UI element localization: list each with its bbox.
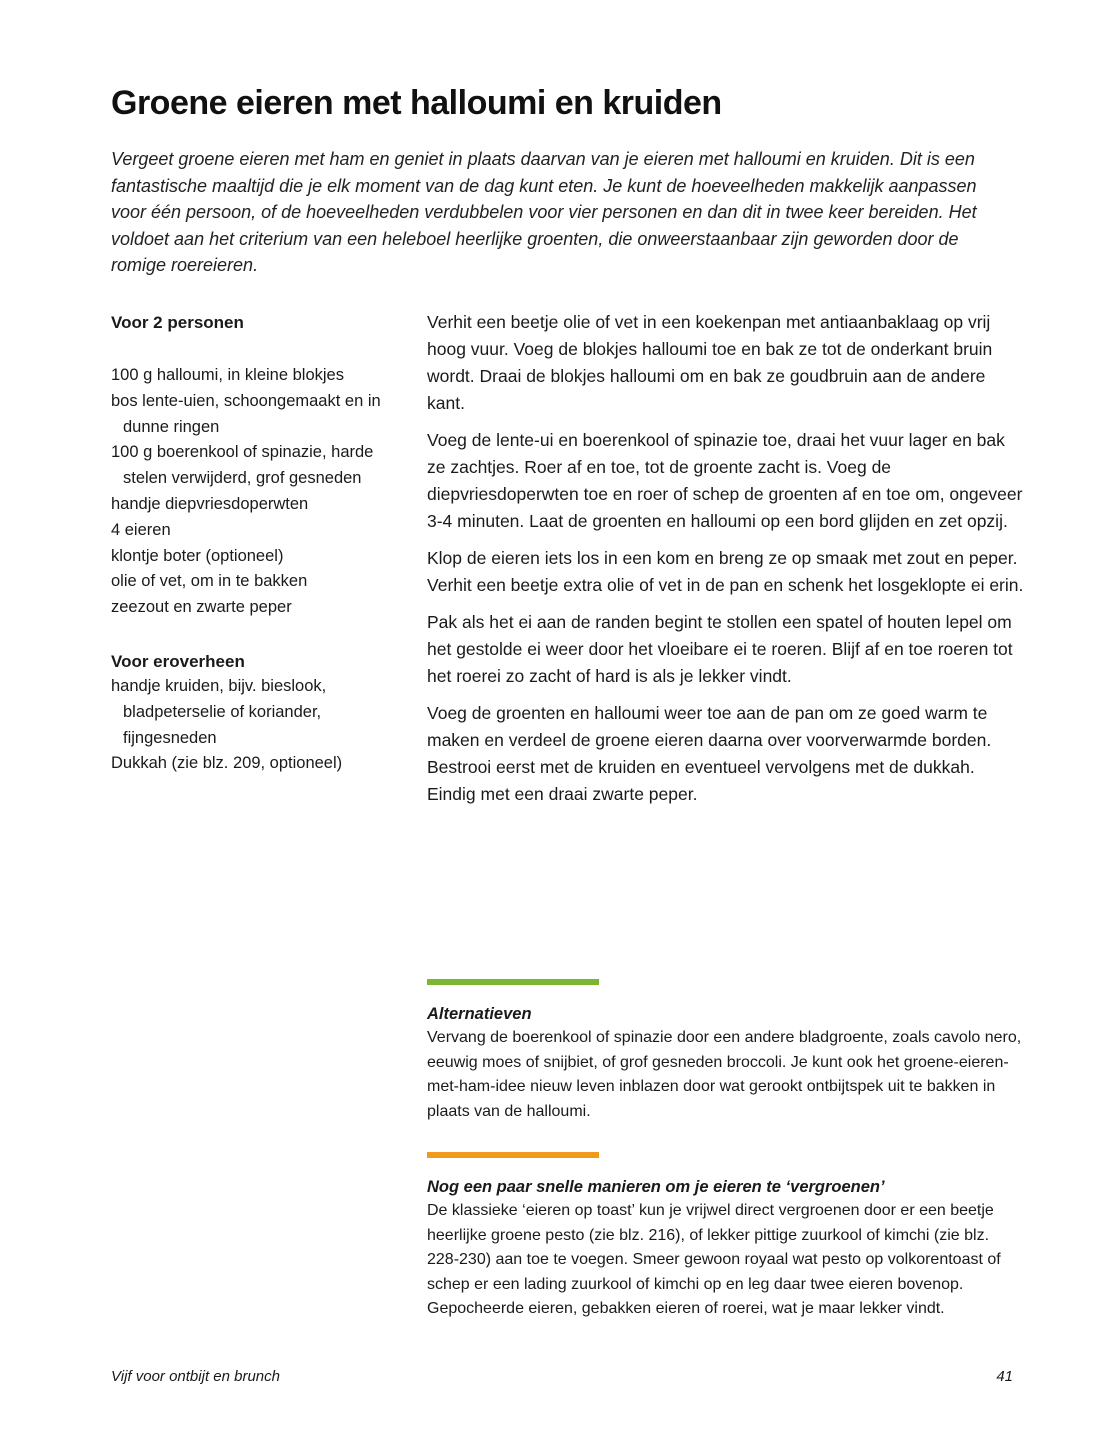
ingredient-item: zeezout en zwarte peper [111, 598, 292, 617]
recipe-title: Groene eieren met halloumi en kruiden [111, 84, 722, 122]
footer-section-title: Vijf voor ontbijt en brunch [111, 1368, 280, 1385]
alternatives-heading: Alternatieven [427, 1005, 532, 1023]
method-step: Klop de eieren iets los in een kom en breng ze op smaak met zout en peper. Verhit een beetje extra olie of vet in de pan en schenk het losgeklopte ei erin. [427, 548, 1024, 595]
method-step: Voeg de groenten en halloumi weer toe aan de pan om ze goed warm te maken en verdeel de groene eieren daarna over voorverwarmde borden. Bestrooi eerst met de kruiden en eventueel vervolgens met de dukkah. Eindig met een draai zwarte peper. [427, 703, 992, 804]
topping-heading: Voor eroverheen [111, 651, 245, 671]
ingredient-item: 4 eieren [111, 520, 171, 539]
alternatives-box [427, 979, 1025, 1124]
orange-accent-bar [427, 1152, 599, 1158]
quick-ways-heading: Nog een paar snelle manieren om je eieren te ‘vergroenen’ [427, 1178, 885, 1196]
quick-ways-box [427, 1152, 1025, 1322]
topping-block [111, 650, 411, 777]
topping-item: Dukkah (zie blz. 209, optioneel) [111, 754, 343, 773]
recipe-intro: Vergeet groene eieren met ham en geniet in plaats daarvan van je eieren met halloumi en kruiden. Dit is een fantastische maaltijd die je elk moment van de dag kunt eten. Je kunt de hoeveelheden makkelijk aanpassen voor één persoon, of de hoeveelheden verdubbelen voor vier personen en dan dit in twee keer bereiden. Het voldoet aan het criterium van een heleboel heerlijke groenten, die onweerstaanbaar zijn geworden door de romige roereieren. [111, 149, 977, 275]
method-column [427, 309, 1025, 818]
green-accent-bar [427, 979, 599, 985]
ingredient-item: handje diepvriesdoperwten [111, 494, 309, 513]
ingredient-item: 100 g boerenkool of spinazie, harde stelen verwijderd, grof gesneden [111, 443, 374, 488]
ingredients-block [111, 311, 411, 621]
ingredients-list [111, 363, 411, 621]
topping-list [111, 674, 411, 777]
method-step: Voeg de lente-ui en boerenkool of spinazie toe, draai het vuur lager en bak ze zachtjes. Roer af en toe, tot de groente zacht is. Voeg de diepvriesdoperwten toe en roer of schep de groenten af en toe om, ongeveer 3-4 minuten. Laat de groenten en halloumi op een bord glijden en zet opzij. [427, 430, 1023, 531]
ingredients-column [111, 311, 411, 777]
ingredient-item: bos lente-uien, schoongemaakt en in dunne ringen [111, 391, 381, 436]
alternatives-text: Vervang de boerenkool of spinazie door een andere bladgroente, zoals cavolo nero, eeuwig moes of snijbiet, of grof gesneden broccoli. Je kunt ook het groene-eieren-met-ham-idee nieuw leven inblazen door wat gerookt ontbijtspek uit te bakken in plaats van de halloumi. [427, 1029, 1022, 1120]
ingredient-item: klontje boter (optioneel) [111, 546, 284, 565]
method-step: Pak als het ei aan de randen begint te stollen een spatel of houten lepel om het gestolde ei weer door het vloeibare ei te roeren. Blijf af en toe roeren tot het roerei zo zacht of hard is als je lekker vindt. [427, 612, 1013, 686]
ingredients-heading: Voor 2 personen [111, 313, 244, 332]
method-step: Verhit een beetje olie of vet in een koekenpan met antiaanbaklaag op vrij hoog vuur. Voeg de blokjes halloumi toe en bak ze tot de onderkant bruin wordt. Draai de blokjes halloumi om en bak ze goudbruin aan de andere kant. [427, 312, 993, 413]
quick-ways-text: De klassieke ‘eieren op toast’ kun je vrijwel direct vergroenen door er een beetje heerlijke groene pesto (zie blz. 216), of lekker pittige zuurkool of kimchi (zie blz. 228-230) aan toe te voegen. Smeer gewoon royaal wat pesto op volkorentoast of schep er een lading zuurkool of kimchi op en leg daar twee eieren bovenop. Gepocheerde eieren, gebakken eieren of roerei, wat je maar lekker vindt. [427, 1202, 1001, 1317]
ingredient-item: olie of vet, om in te bakken [111, 572, 308, 591]
topping-item: handje kruiden, bijv. bieslook, bladpeterselie of koriander, fijngesneden [111, 676, 327, 747]
page-number: 41 [996, 1368, 1013, 1385]
ingredient-item: 100 g halloumi, in kleine blokjes [111, 366, 344, 384]
